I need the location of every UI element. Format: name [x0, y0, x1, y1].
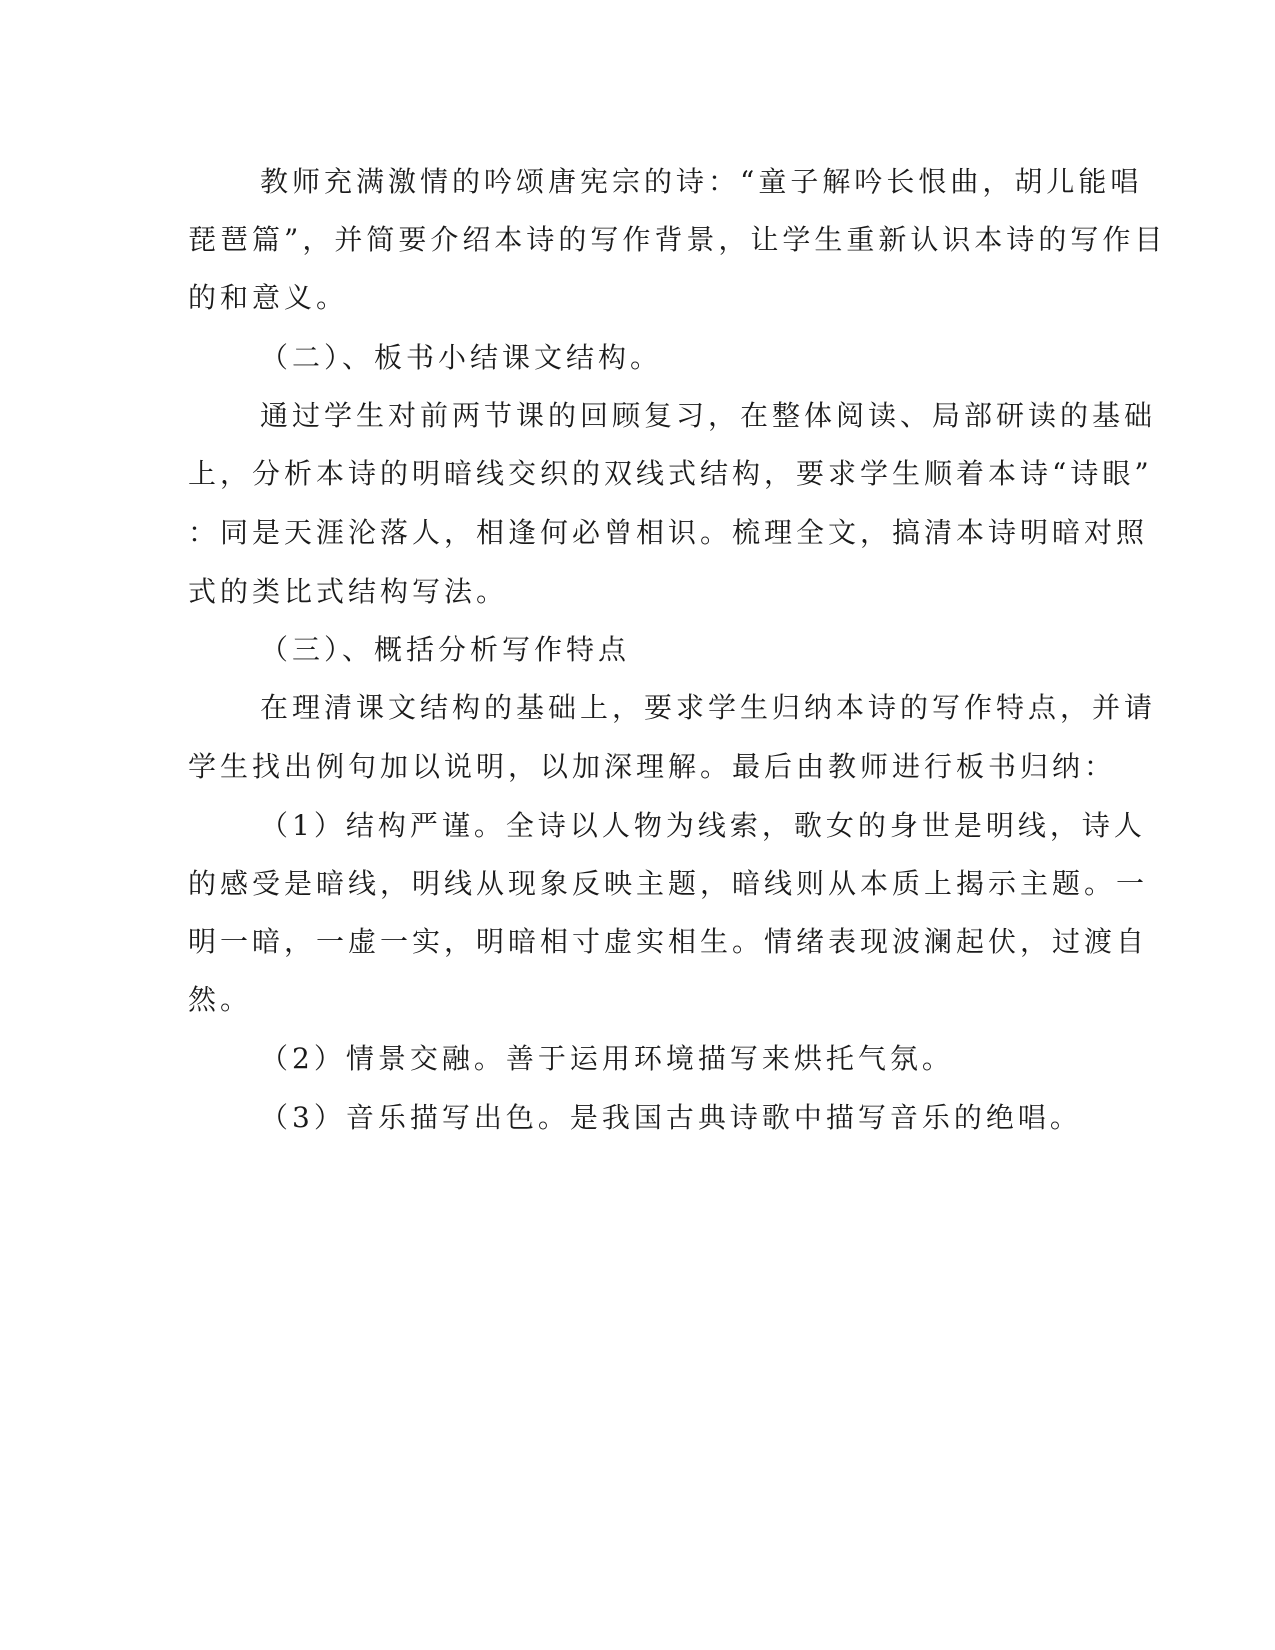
- list-item-line: （1）结构严谨。全诗以人物为线索，歌女的身世是明线，诗人: [260, 809, 1146, 842]
- paragraph-line: 通过学生对前两节课的回顾复习，在整体阅读、局部研读的基础: [260, 399, 1157, 432]
- paragraph-line: 琵琶篇”，并简要介绍本诗的写作背景，让学生重新认识本诗的写作目: [188, 223, 1167, 256]
- section-heading: （三）、概括分析写作特点: [260, 633, 631, 666]
- paragraph-line: 在理清课文结构的基础上，要求学生归纳本诗的写作特点，并请: [260, 691, 1157, 724]
- paragraph-line: 的和意义。: [188, 281, 349, 314]
- paragraph-line: ：同是天涯沦落人，相逢何必曾相识。梳理全文，搞清本诗明暗对照: [188, 516, 1149, 549]
- list-item-line: （2）情景交融。善于运用环境描写来烘托气氛。: [260, 1042, 954, 1075]
- paragraph-line: 式的类比式结构写法。: [188, 575, 509, 608]
- paragraph-line: 教师充满激情的吟颂唐宪宗的诗：“童子解吟长恨曲，胡儿能唱: [260, 165, 1143, 198]
- list-item-line: 明一暗，一虚一实，明暗相寸虚实相生。情绪表现波澜起伏，过渡自: [188, 925, 1149, 958]
- list-item-line: （3）音乐描写出色。是我国古典诗歌中描写音乐的绝唱。: [260, 1101, 1082, 1134]
- list-item-line: 的感受是暗线，明线从现象反映主题，暗线则从本质上揭示主题。一: [188, 867, 1149, 900]
- paragraph-line: 上，分析本诗的明暗线交织的双线式结构，要求学生顺着本诗“诗眼”: [188, 457, 1153, 490]
- paragraph-line: 学生找出例句加以说明，以加深理解。最后由教师进行板书归纳：: [188, 750, 1117, 783]
- list-item-line: 然。: [188, 983, 253, 1016]
- section-heading: （二）、板书小结课文结构。: [260, 341, 663, 374]
